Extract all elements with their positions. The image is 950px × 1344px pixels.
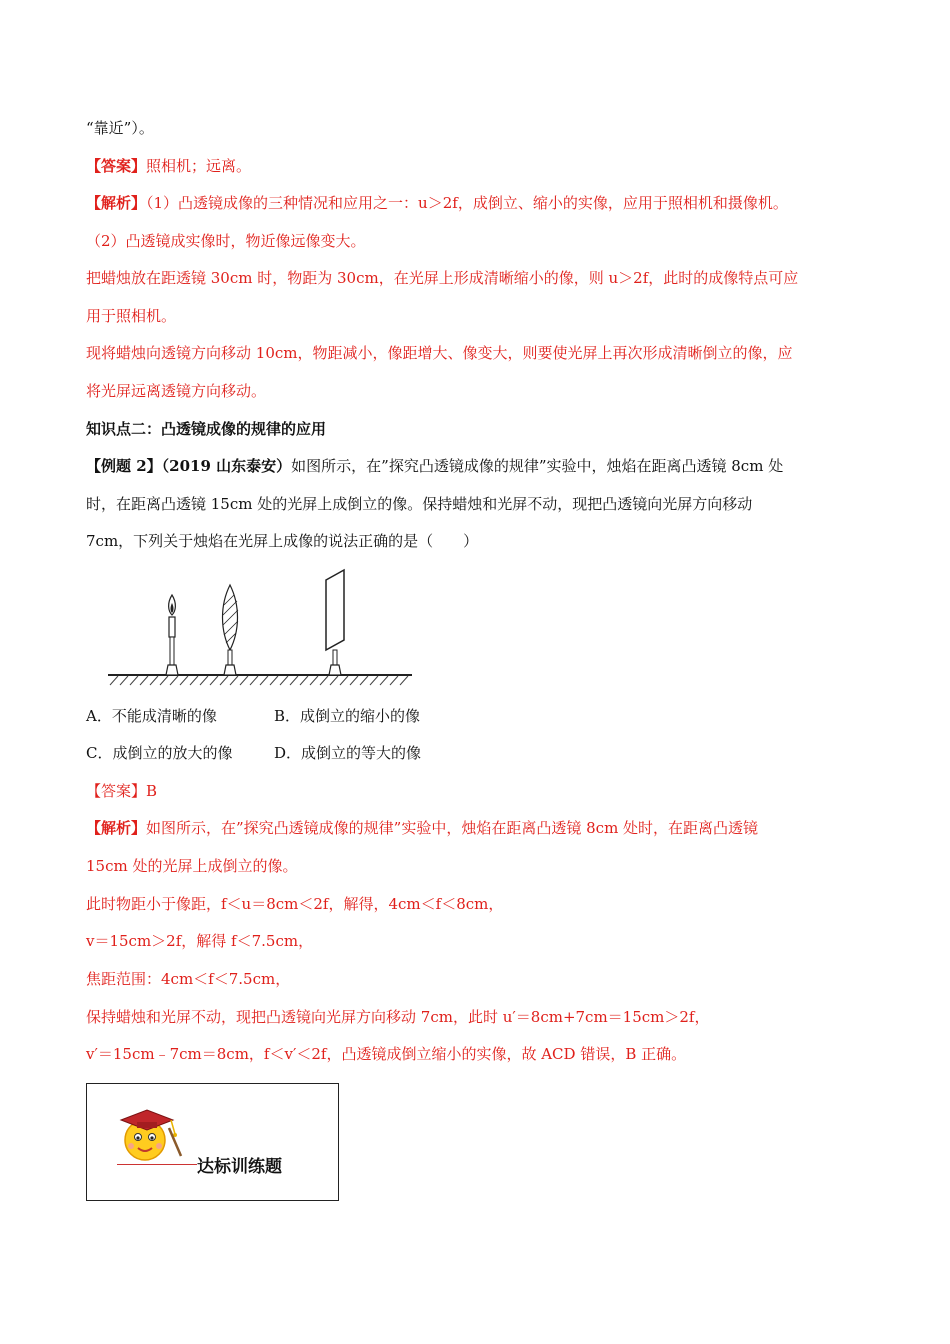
section-banner (86, 1083, 339, 1201)
analysis-text: 如图所示，在”探究凸透镜成像的规律”实验中，烛焰在距离凸透镜 8cm 处时，在距离凸透镜 (146, 819, 759, 837)
section-title: 达标训练题 (197, 1157, 282, 1177)
analysis-1 (86, 193, 788, 213)
analysis-line: 此时物距小于像距，f＜u＝8cm＜2f，解得，4cm＜f＜8cm， (86, 895, 504, 913)
candle-icon (166, 595, 178, 675)
analysis-line: v＝15cm＞2f，解得 f＜7.5cm， (86, 932, 314, 950)
answer-text: 照相机；远离。 (146, 157, 252, 175)
example-2-line (86, 456, 783, 476)
analysis-line: 焦距范围：4cm＜f＜7.5cm， (86, 970, 291, 988)
analysis-text: （1）凸透镜成像的三种情况和应用之一：u＞2f，成倒立、缩小的实像，应用于照相机和摄像机。 (146, 194, 788, 212)
example-source: （2019 山东泰安） (161, 457, 292, 475)
analysis-line: 用于照相机。 (86, 307, 177, 325)
analysis-tag: 【解析】 (86, 819, 147, 837)
answer-tag: 【答案】 (86, 157, 147, 175)
analysis-line: 15cm 处的光屏上成倒立的像。 (86, 857, 298, 875)
text-line: “靠近”）。 (86, 119, 154, 137)
analysis-line: 将光屏远离透镜方向移动。 (86, 382, 267, 400)
example-line: 7cm，下列关于烛焰在光屏上成像的说法正确的是（ ） (86, 532, 479, 550)
option-b: B．成倒立的缩小的像 (274, 707, 421, 725)
optical-bench-figure (100, 565, 420, 690)
analysis-line: 保持蜡烛和光屏不动，现把凸透镜向光屏方向移动 7cm，此时 u′＝8cm+7cm＝15cm＞2f， (86, 1008, 710, 1026)
option-d: D．成倒立的等大的像 (274, 744, 422, 762)
example-text: 如图所示，在”探究凸透镜成像的规律”实验中，烛焰在距离凸透镜 8cm 处 (291, 457, 784, 475)
knowledge-point-heading: 知识点二：凸透镜成像的规律的应用 (86, 420, 327, 438)
divider-line (117, 1164, 197, 1165)
convex-lens-icon (223, 585, 239, 675)
option-c: C．成倒立的放大的像 (86, 744, 233, 762)
light-screen-icon (326, 570, 344, 675)
example-line: 时，在距离凸透镜 15cm 处的光屏上成倒立的像。保持蜡烛和光屏不动，现把凸透镜向光屏方向移动 (86, 495, 753, 513)
answer-2: 【答案】B (86, 782, 158, 800)
analysis-2 (86, 818, 758, 838)
analysis-line: v′＝15cm﹣7cm＝8cm，f＜v′＜2f，凸透镜成倒立缩小的实像，故 ACD 错误，B 正确。 (86, 1045, 687, 1063)
analysis-line: （2）凸透镜成实像时，物近像远像变大。 (86, 232, 366, 250)
analysis-tag: 【解析】 (86, 194, 147, 212)
answer-1 (86, 156, 251, 176)
option-a: A．不能成清晰的像 (86, 707, 217, 725)
graduate-mascot-icon (109, 1098, 189, 1170)
bench-hatching (110, 676, 408, 685)
analysis-line: 现将蜡烛向透镜方向移动 10cm，物距减小，像距增大、像变大，则要使光屏上再次形成清晰倒立的像，应 (86, 344, 793, 362)
analysis-line: 把蜡烛放在距透镜 30cm 时，物距为 30cm，在光屏上形成清晰缩小的像，则 u＞2f，此时的成像特点可应 (86, 269, 799, 287)
example-tag: 【例题 2】 (86, 457, 162, 475)
